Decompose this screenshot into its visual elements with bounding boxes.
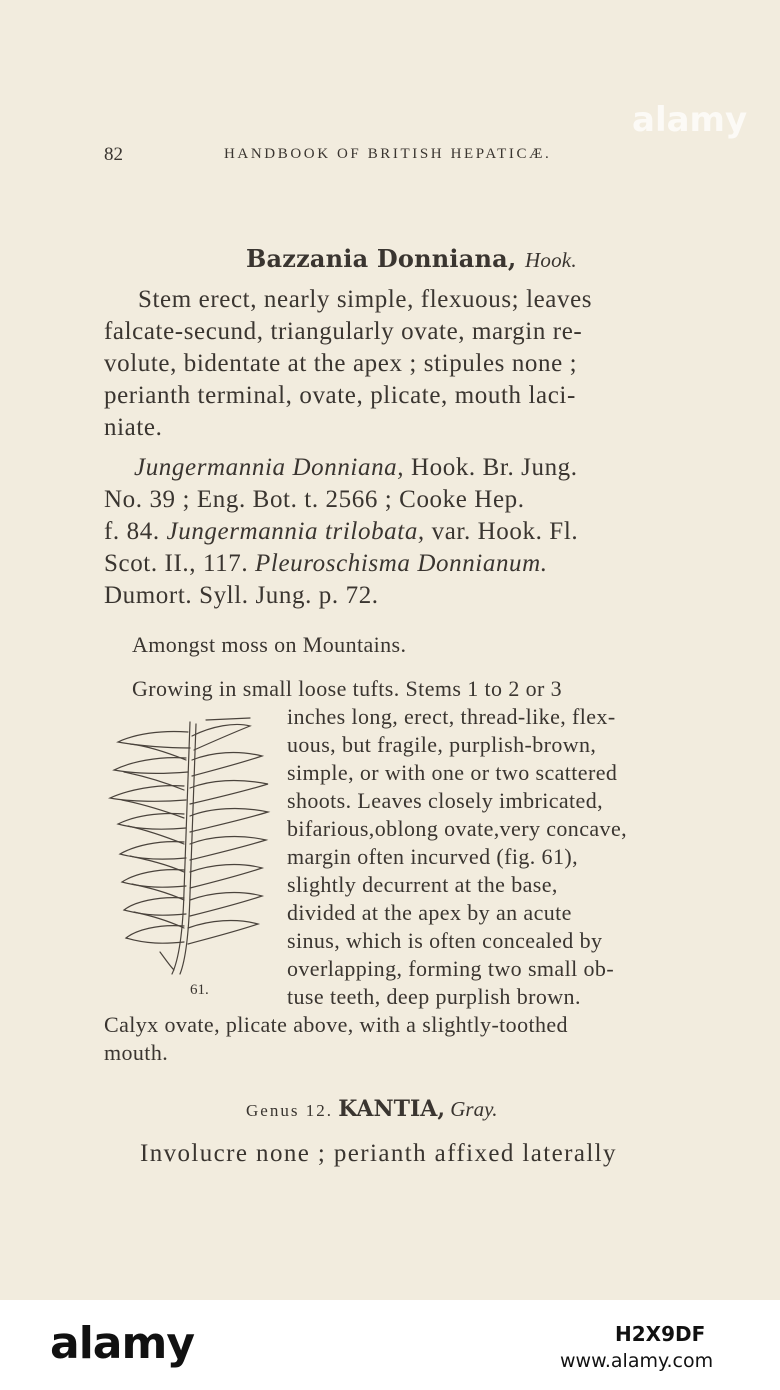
- growth-line: uous, but fragile, purplish-brown,: [287, 732, 597, 757]
- growth-line: mouth.: [104, 1040, 169, 1065]
- description-line: falcate-secund, triangularly ovate, margin re-: [104, 318, 583, 345]
- growth-line: margin often incurved (fig. 61),: [287, 844, 578, 869]
- species-authority: Hook.: [525, 248, 577, 272]
- page-number: 82: [104, 144, 123, 165]
- synonymy-line: No. 39 ; Eng. Bot. t. 2566 ; Cooke Hep.: [104, 486, 525, 513]
- species-name: Bazzania Donniana,: [246, 244, 517, 273]
- synonym-name: Pleuroschisma Donnianum.: [255, 550, 548, 577]
- alamy-url: www.alamy.com: [560, 1350, 714, 1372]
- growth-line: simple, or with one or two scattered: [287, 760, 618, 785]
- description-line: volute, bidentate at the apex ; stipules none ;: [104, 350, 578, 377]
- synonymy-line: Dumort. Syll. Jung. p. 72.: [104, 582, 379, 609]
- synonymy-line: [104, 518, 578, 546]
- growth-line: Calyx ovate, plicate above, with a slightly-toothed: [104, 1012, 568, 1037]
- moss-stem-illustration: [100, 712, 280, 982]
- running-title: HANDBOOK OF BRITISH HEPATICÆ.: [224, 146, 552, 162]
- genus-label: Genus 12.: [246, 1101, 333, 1120]
- description-line: perianth terminal, ovate, plicate, mouth laci-: [104, 382, 576, 409]
- growth-line: tuse teeth, deep purplish brown.: [287, 984, 581, 1009]
- synonym-name: Jungermannia trilobata,: [166, 518, 425, 545]
- citation: var. Hook. Fl.: [424, 518, 579, 545]
- genus-heading: [246, 1096, 498, 1122]
- genus-name: KANTIA,: [338, 1096, 446, 1122]
- growth-line: inches long, erect, thread-like, flex-: [287, 704, 616, 729]
- genus-description: Involucre none ; perianth affixed laterally: [140, 1140, 617, 1167]
- growth-line: sinus, which is often concealed by: [287, 928, 603, 953]
- citation: f. 84.: [104, 518, 167, 545]
- synonym-name: Jungermannia Donniana,: [134, 454, 405, 481]
- synonymy-line: [134, 454, 578, 482]
- figure-caption: 61.: [190, 982, 209, 998]
- alamy-logo: alamy: [50, 1318, 194, 1369]
- description-line: Stem erect, nearly simple, flexuous; leaves: [138, 286, 593, 313]
- growth-line: overlapping, forming two small ob-: [287, 956, 615, 981]
- watermark: alamy: [632, 100, 748, 140]
- growth-line: divided at the apex by an acute: [287, 900, 572, 925]
- species-heading: [246, 244, 577, 273]
- growth-line: shoots. Leaves closely imbricated,: [287, 788, 604, 813]
- citation: Scot. II., 117.: [104, 550, 256, 577]
- image-id: H2X9DF: [615, 1322, 706, 1346]
- genus-authority: Gray.: [450, 1097, 498, 1121]
- growth-line: bifarious,oblong ovate,very concave,: [287, 816, 628, 841]
- citation: Hook. Br. Jung.: [404, 454, 578, 481]
- growth-line: slightly decurrent at the base,: [287, 872, 558, 897]
- growth-line: Growing in small loose tufts. Stems 1 to 2 or 3: [132, 676, 563, 701]
- description-line: niate.: [104, 414, 163, 441]
- habitat-text: Amongst moss on Mountains.: [132, 632, 407, 657]
- synonymy-line: [104, 550, 548, 578]
